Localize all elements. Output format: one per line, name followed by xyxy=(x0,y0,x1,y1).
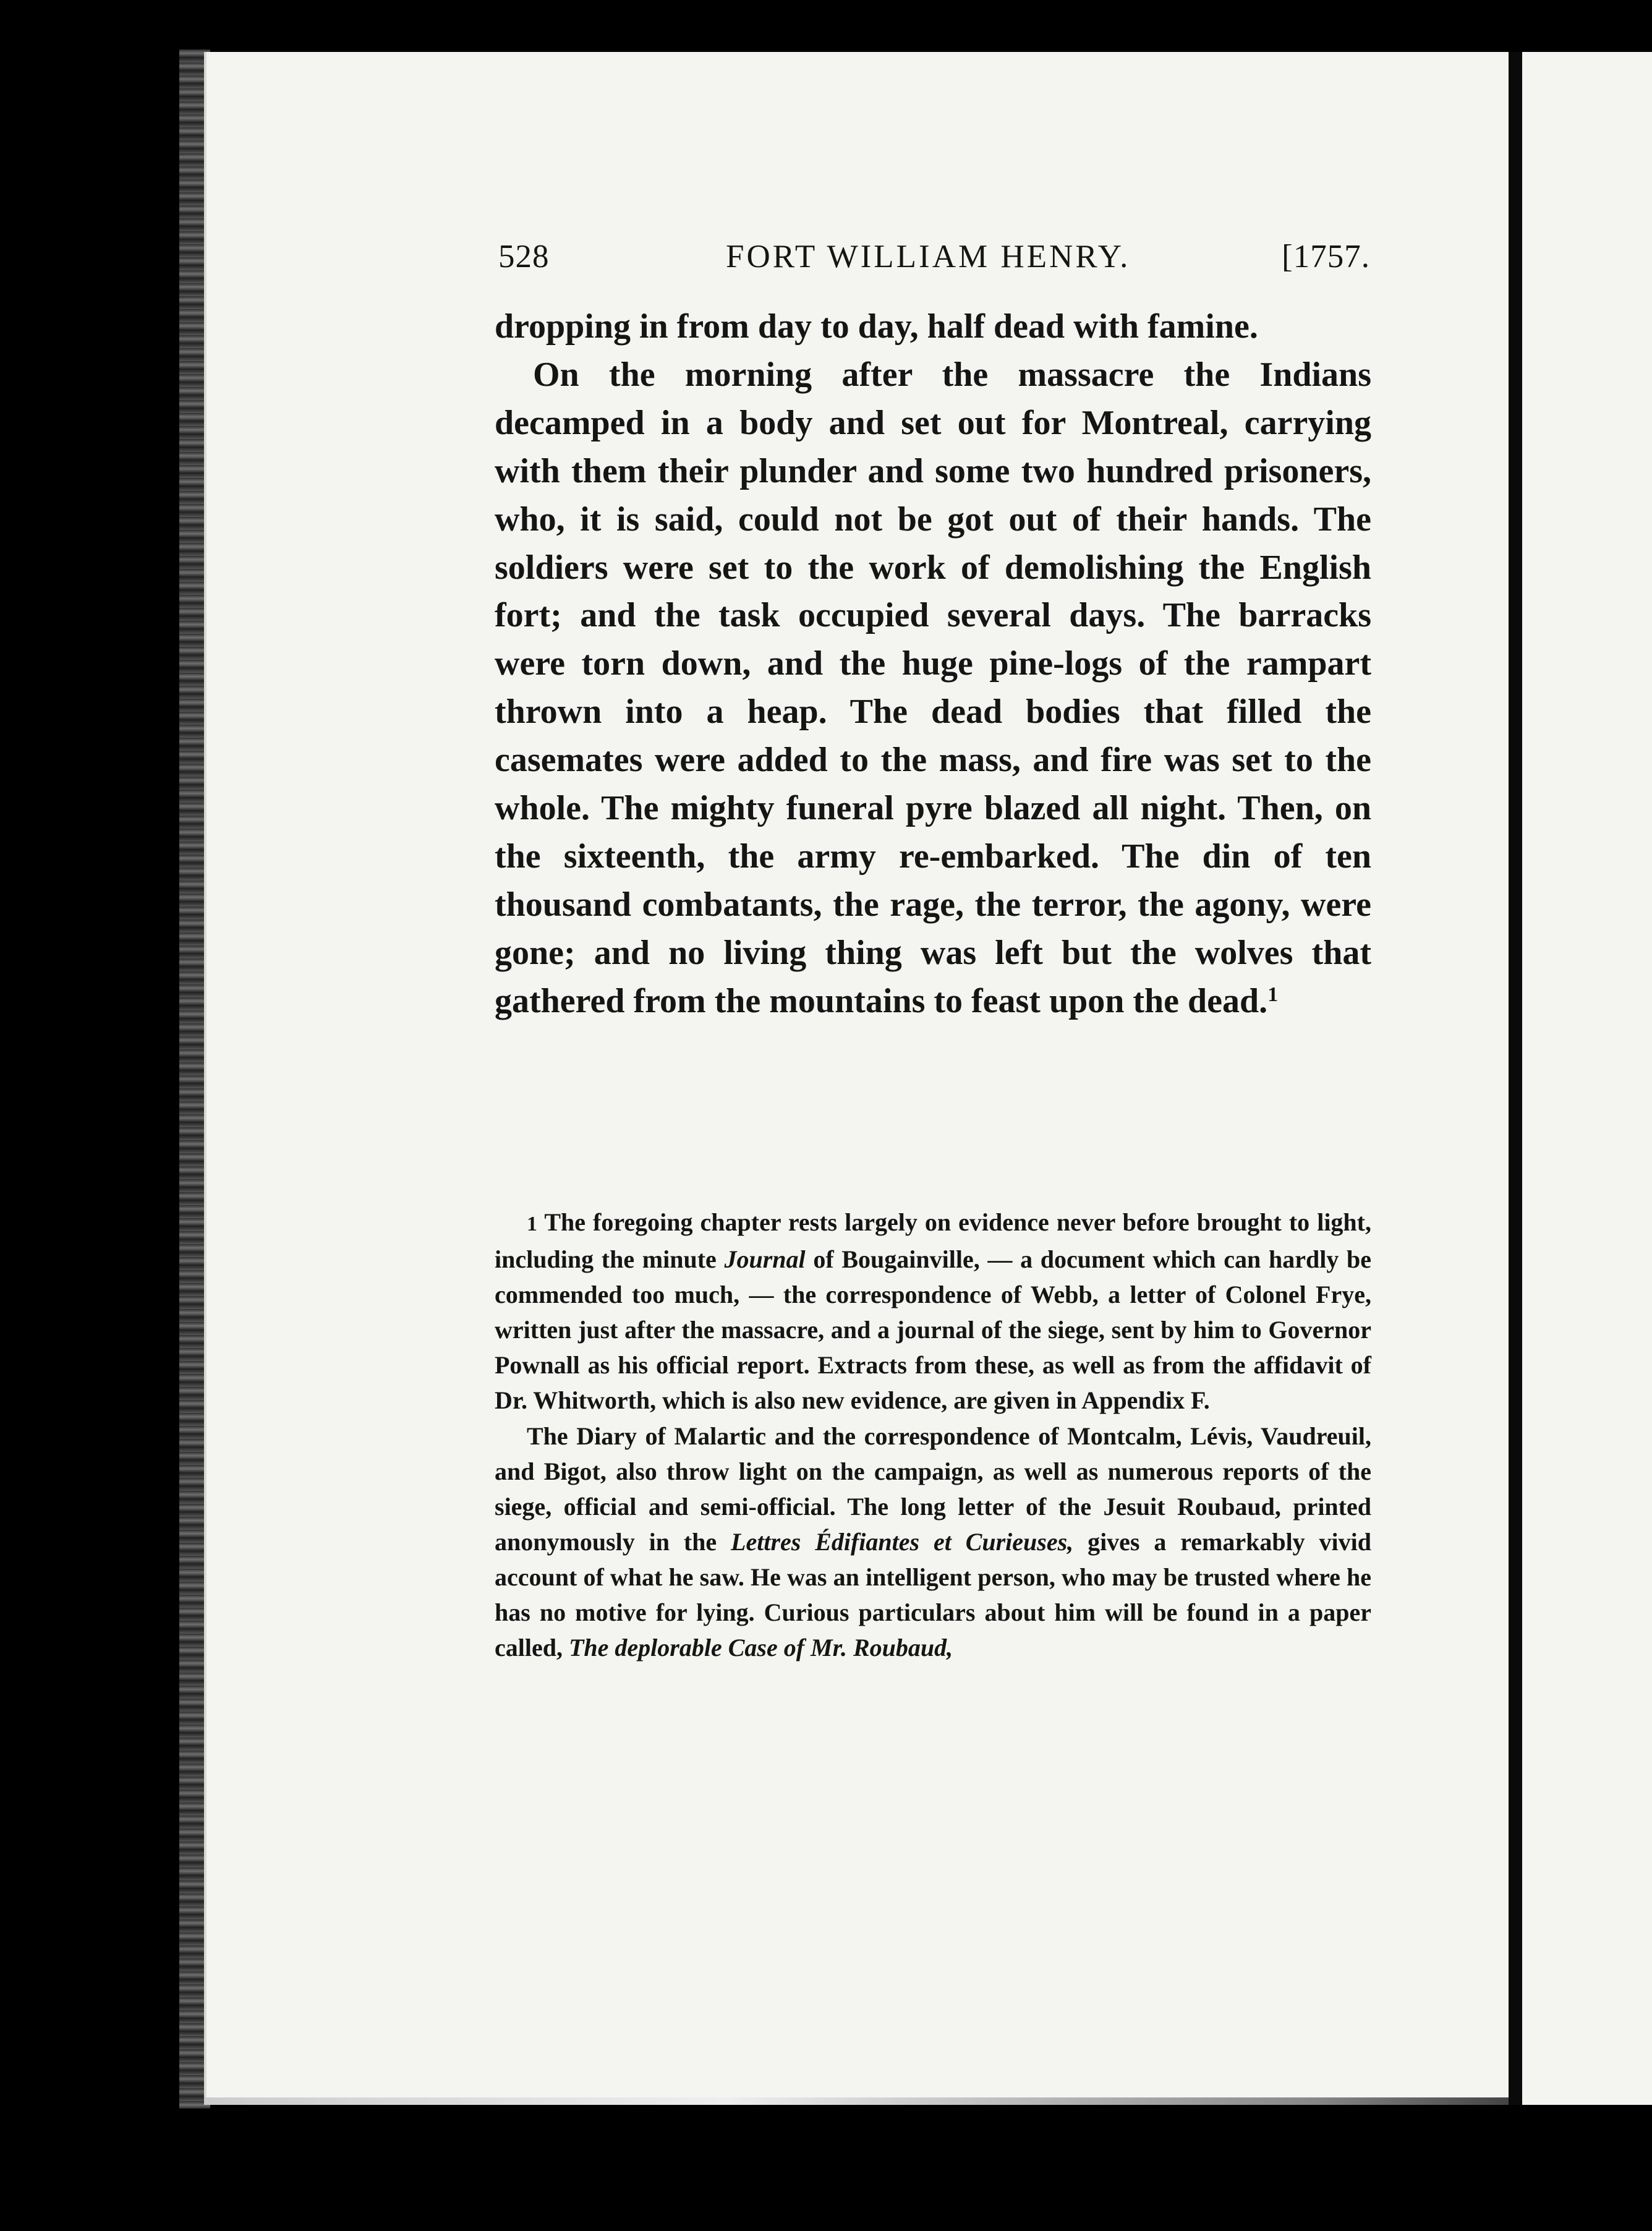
footnote-text: The foregoing chapter rests largely on evidence never before brought to light, including the minute xyxy=(495,1208,1371,1274)
running-title: FORT WILLIAM HENRY. xyxy=(726,239,1131,275)
paragraph-text: dropping in from day to day, half dead with famine. xyxy=(495,307,1258,346)
running-header xyxy=(498,238,1370,281)
footnote-marker: 1 xyxy=(527,1213,537,1235)
page-number: 528 xyxy=(498,239,550,275)
footnote-paragraph xyxy=(495,1418,1371,1666)
paragraph-text: On the morning after the massacre the Indians decamped in a body and set out for Montreal, carrying with them their plunder and some two hundred prisoners, who, it is said, could not be got out of their hands. The soldiers were set to the work of demolishing the English fort; and the task occupied several days. The barracks were torn down, and the huge pine-logs of the rampart thrown into a heap. The dead bodies that filled the casemates were added to the mass, and fire was set to the whole. The mighty funeral pyre blazed all night. Then, on the sixteenth, the army re-embarked. The din of ten thousand combatants, the rage, the terror, the agony, were gone; and no living thing was left but the wolves that gathered from the mountains to feast upon the dead. xyxy=(495,355,1371,1020)
footnote-text: The Diary of Malartic and the correspondence of Montcalm, Lévis, Vaudreuil, and Bigot, also throw light on the campaign, as well as numerous reports of the siege, official and semi-official. The long letter of the Jesuit Roubaud, printed anonymously in the xyxy=(495,1422,1371,1556)
paragraph-continuation xyxy=(495,303,1371,351)
footnote-italic-title: Journal xyxy=(724,1245,806,1274)
page-gutter xyxy=(1509,52,1522,2105)
header-year: [1757. xyxy=(1282,239,1370,275)
paragraph xyxy=(495,351,1371,1026)
footnote xyxy=(495,1205,1371,1665)
footnote-italic-title: The deplorable Case of Mr. Roubaud, xyxy=(568,1634,953,1662)
page-bottom-edge xyxy=(204,2097,1509,2105)
footnote-paragraph xyxy=(495,1205,1371,1418)
footnote-italic-title: Lettres Édifiantes et Curieuses, xyxy=(731,1527,1074,1556)
footnote-text: gives a remarkably vivid account of what he saw. He was an intelligent person, who may be trusted where he has no motive for lying. Curious particulars about him will be found in a paper called, xyxy=(495,1527,1372,1662)
footnote-reference: 1 xyxy=(1267,983,1279,1006)
footnote-text: of Bougainville, — a document which can hardly be commended too much, — the correspondence of Webb, a letter of Colonel Frye, written just after the massacre, and a journal of the siege, sent by him to Governor Pownall as his official report. Extracts from these, as well as from the affidavit of Dr. Whitworth, which is also new evidence, are given in Appendix F. xyxy=(495,1245,1371,1415)
facing-page-edge xyxy=(1522,52,1652,2105)
main-text xyxy=(495,303,1371,1026)
